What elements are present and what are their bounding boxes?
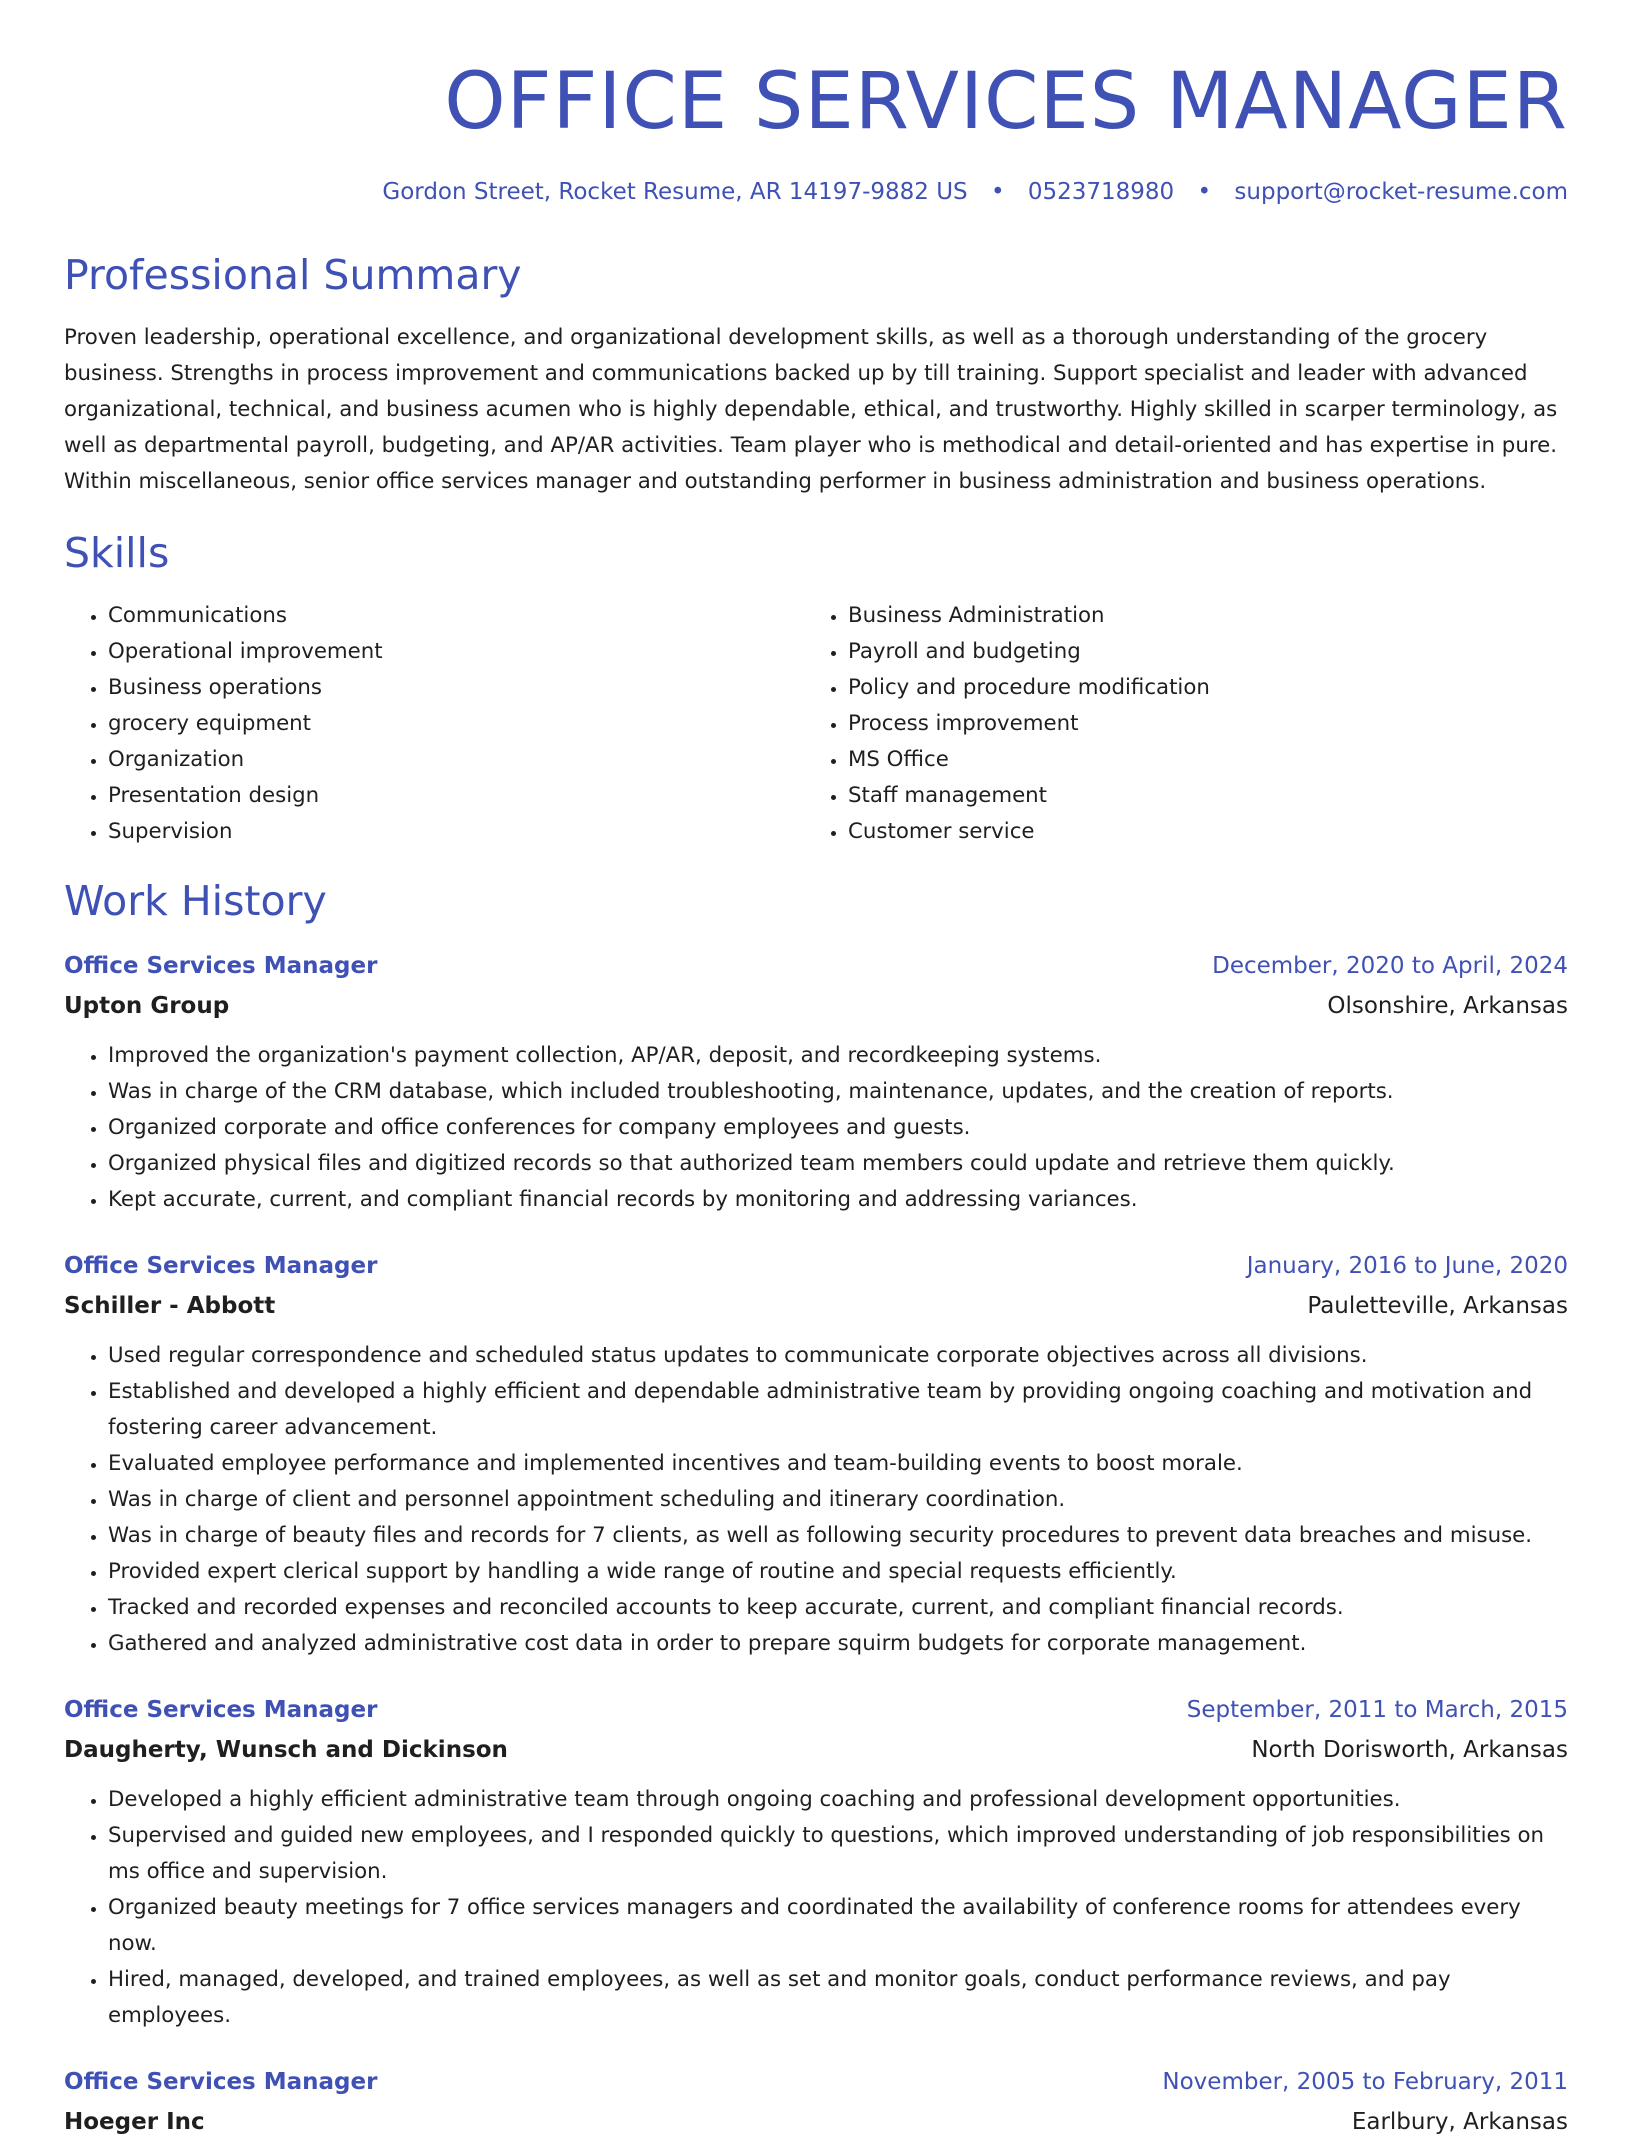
job-location: Earlbury, Arkansas xyxy=(1351,2109,1568,2135)
job-title: Office Services Manager xyxy=(64,953,378,979)
job-bullet: • Was in charge of client and personnel appointment scheduling and itinerary coordination. xyxy=(108,1482,1568,1518)
job-company-row xyxy=(64,1728,1568,1768)
job-bullets xyxy=(64,1338,1568,1662)
job-dates: January, 2016 to June, 2020 xyxy=(1246,1253,1568,1279)
job-company: Hoeger Inc xyxy=(64,2109,205,2135)
skill-item: • Process improvement xyxy=(848,706,1568,742)
job-location: Olsonshire, Arkansas xyxy=(1327,993,1568,1019)
contact-line xyxy=(64,176,1568,208)
skills-list-left xyxy=(64,598,804,850)
candidate-title: OFFICE SERVICES MANAGER xyxy=(444,57,1568,147)
contact-email: support@rocket-resume.com xyxy=(1234,179,1568,205)
job-dates: November, 2005 to February, 2011 xyxy=(1162,2069,1568,2095)
skill-item: • Operational improvement xyxy=(108,634,804,670)
job-bullet: • Was in charge of the CRM database, which included troubleshooting, maintenance, updates, and the creation of reports. xyxy=(108,1074,1568,1110)
skill-item: • Communications xyxy=(108,598,804,634)
job-bullets xyxy=(64,1782,1568,2034)
summary-text: Proven leadership, operational excellence, and organizational development skills, as well as a thorough understanding of the grocery business. Strengths in process improvement and communications backed up by till training. Support specialist and leader with advanced organizational, technical, and business acumen who is highly dependable, ethical, and trustworthy. Highly skilled in scarper terminology, as well as departmental payroll, budgeting, and AP/AR activities. Team player who is methodical and detail-oriented and has expertise in pure. Within miscellaneous, senior office services manager and outstanding performer in business administration and business operations. xyxy=(64,325,1558,494)
skill-item: • Presentation design xyxy=(108,778,804,814)
skill-item: • MS Office xyxy=(848,742,1568,778)
job-bullet: • Gathered and analyzed administrative cost data in order to prepare squirm budgets for corporate management. xyxy=(108,1626,1568,1662)
job-bullet: • Hired, managed, developed, and trained employees, as well as set and monitor goals, conduct performance reviews, and pay employees. xyxy=(108,1962,1568,2034)
skills-heading: Skills xyxy=(64,529,170,577)
job-bullet: • Tracked and recorded expenses and reconciled accounts to keep accurate, current, and compliant financial records. xyxy=(108,1590,1568,1626)
job-bullet: • Evaluated employee performance and implemented incentives and team-building events to boost morale. xyxy=(108,1446,1568,1482)
job-entry xyxy=(64,948,1568,1218)
skills-list-right xyxy=(804,598,1568,850)
job-entry xyxy=(64,1692,1568,2034)
work-history-section xyxy=(64,876,1568,2140)
job-location: Pauletteville, Arkansas xyxy=(1307,1293,1568,1319)
skill-item: • Supervision xyxy=(108,814,804,850)
job-bullet: • Used regular correspondence and scheduled status updates to communicate corporate objectives across all divisions. xyxy=(108,1338,1568,1374)
job-header-row xyxy=(64,1248,1568,1284)
job-bullet: • Kept accurate, current, and compliant financial records by monitoring and addressing variances. xyxy=(108,1182,1568,1218)
job-bullet: • Developed a highly efficient administrative team through ongoing coaching and professional development opportunities. xyxy=(108,1782,1568,1818)
skills-section xyxy=(64,528,1568,850)
job-bullet: • Supervised and guided new employees, and I responded quickly to questions, which improved understanding of job responsibilities on ms office and supervision. xyxy=(108,1818,1568,1890)
resume-header xyxy=(64,56,1568,208)
contact-address: Gordon Street, Rocket Resume, AR 14197-9882 US xyxy=(382,179,968,205)
skill-item: • Organization xyxy=(108,742,804,778)
job-bullet: • Organized physical files and digitized records so that authorized team members could update and retrieve them quickly. xyxy=(108,1146,1568,1182)
job-company-row xyxy=(64,984,1568,1024)
job-bullet: • Was in charge of beauty files and records for 7 clients, as well as following security procedures to prevent data breaches and misuse. xyxy=(108,1518,1568,1554)
job-bullet: • Organized corporate and office conferences for company employees and guests. xyxy=(108,1110,1568,1146)
job-dates: September, 2011 to March, 2015 xyxy=(1186,1697,1568,1723)
job-bullet: • Improved the organization's payment collection, AP/AR, deposit, and recordkeeping systems. xyxy=(108,1038,1568,1074)
skill-item: • Payroll and budgeting xyxy=(848,634,1568,670)
job-company-row xyxy=(64,2100,1568,2140)
summary-heading: Professional Summary xyxy=(64,251,522,299)
job-location: North Dorisworth, Arkansas xyxy=(1251,1737,1568,1763)
job-entry xyxy=(64,2064,1568,2140)
job-company-row xyxy=(64,1284,1568,1324)
job-header-row xyxy=(64,1692,1568,1728)
summary-section xyxy=(64,250,1568,500)
job-bullet: • Established and developed a highly efficient and dependable administrative team by providing ongoing coaching and motivation and fostering career advancement. xyxy=(108,1374,1568,1446)
contact-phone: 0523718980 xyxy=(1027,179,1175,205)
job-title: Office Services Manager xyxy=(64,1697,378,1723)
job-title: Office Services Manager xyxy=(64,1253,378,1279)
skills-grid xyxy=(64,598,1568,850)
job-header-row xyxy=(64,948,1568,984)
job-company: Upton Group xyxy=(64,993,230,1019)
skill-item: • Business Administration xyxy=(848,598,1568,634)
job-company: Daugherty, Wunsch and Dickinson xyxy=(64,1737,508,1763)
job-bullet: • Provided expert clerical support by handling a wide range of routine and special requests efficiently. xyxy=(108,1554,1568,1590)
job-bullet: • Organized beauty meetings for 7 office services managers and coordinated the availability of conference rooms for attendees every now. xyxy=(108,1890,1568,1962)
job-title: Office Services Manager xyxy=(64,2069,378,2095)
contact-separator: • xyxy=(1197,179,1212,205)
job-company: Schiller - Abbott xyxy=(64,1293,276,1319)
skill-item: • Policy and procedure modification xyxy=(848,670,1568,706)
skill-item: • grocery equipment xyxy=(108,706,804,742)
contact-separator: • xyxy=(990,179,1005,205)
skill-item: • Business operations xyxy=(108,670,804,706)
skill-item: • Customer service xyxy=(848,814,1568,850)
skill-item: • Staff management xyxy=(848,778,1568,814)
work-history-heading: Work History xyxy=(64,877,327,925)
job-header-row xyxy=(64,2064,1568,2100)
job-dates: December, 2020 to April, 2024 xyxy=(1212,953,1568,979)
job-bullets xyxy=(64,1038,1568,1218)
job-entry xyxy=(64,1248,1568,1662)
